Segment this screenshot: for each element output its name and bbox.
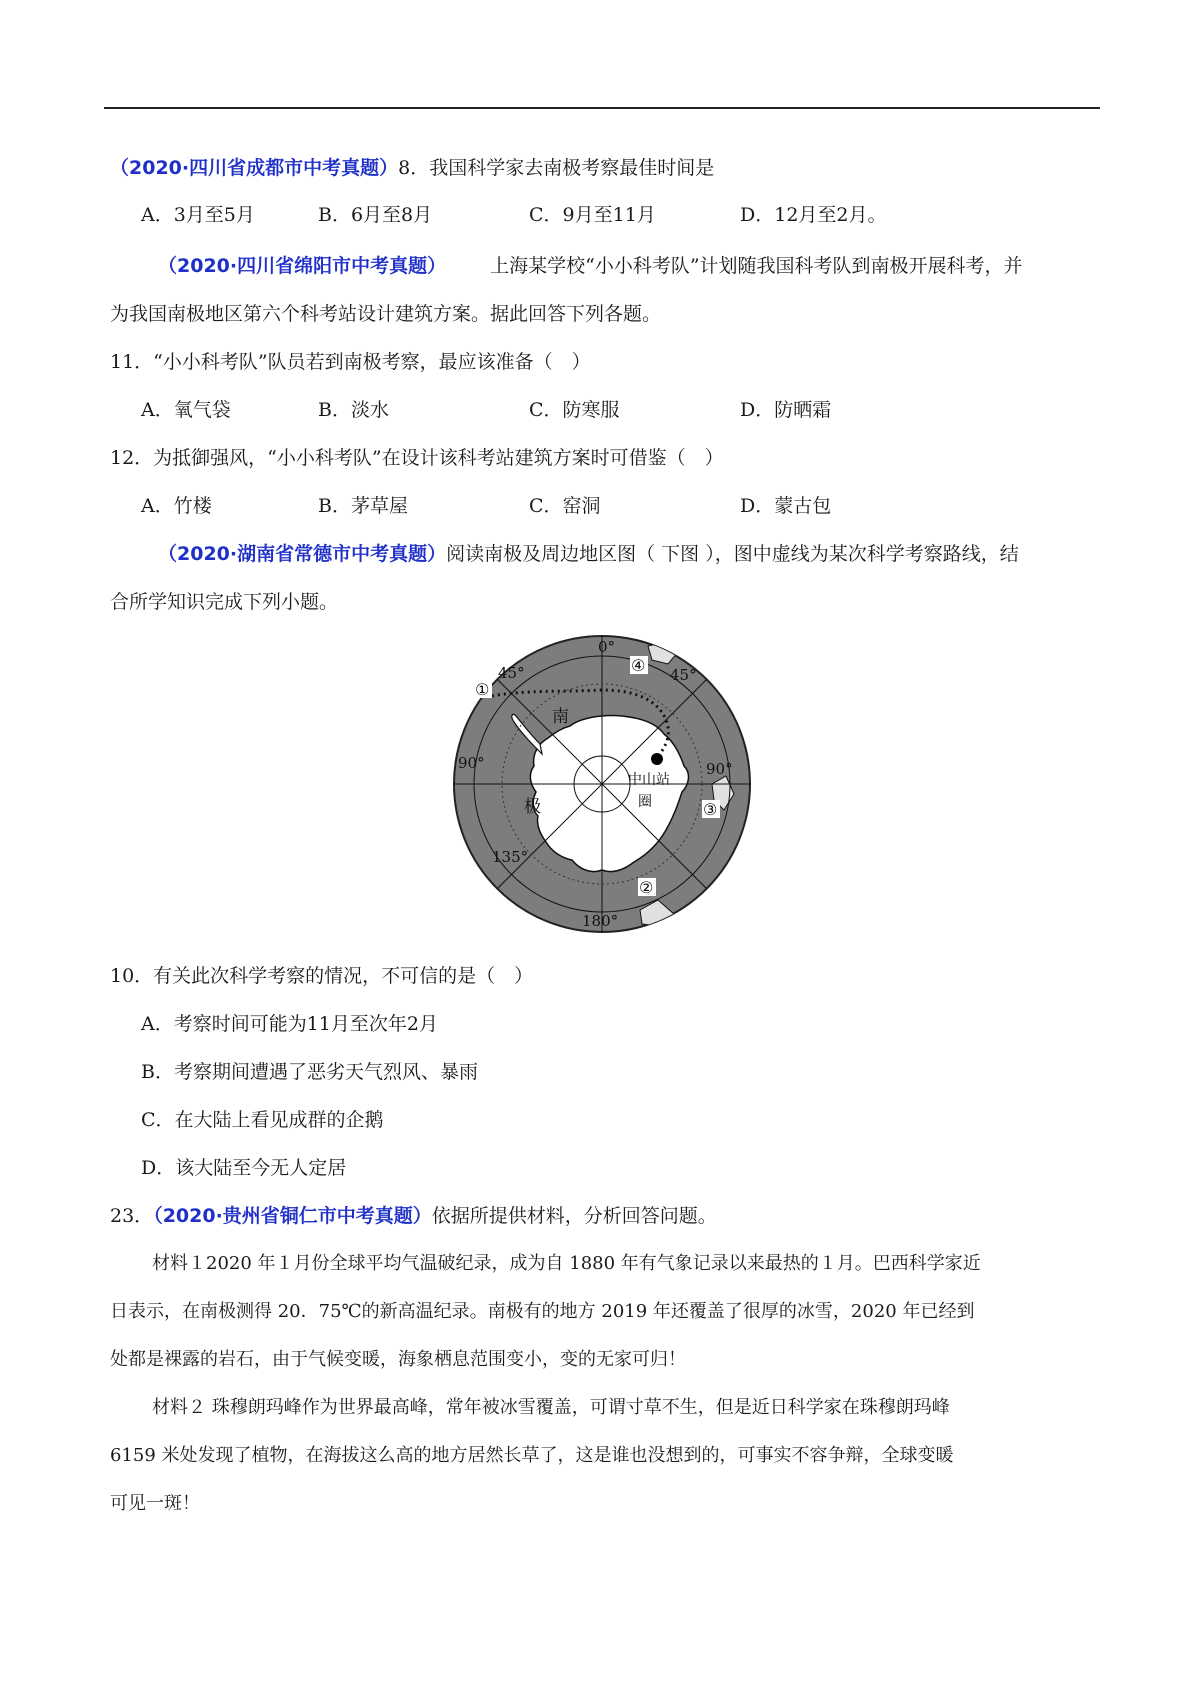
map-label-0: 0° <box>598 638 616 656</box>
q10-option-b: B．考察期间遭遇了恶劣天气烈风、暴雨 <box>141 1061 478 1083</box>
q11-stem: 11．“小小科考队”队员若到南极考察，最应该准备（ ） <box>110 351 591 373</box>
map-label-180: 180° <box>582 912 619 930</box>
g2-intro-line-2 <box>0 302 1200 326</box>
g2-intro-2: 为我国南极地区第六个科考站设计建筑方案。据此回答下列各题。 <box>110 303 662 325</box>
material2-line-3 <box>0 1492 1200 1516</box>
q10-option-c-line <box>0 1108 1200 1132</box>
g2-intro-line-1 <box>0 254 1200 278</box>
header-rule <box>104 107 1100 109</box>
material2-text-2: 6159 米处发现了植物，在海拔这么高的地方居然长草了，这是谁也没想到的，可事实不容争辩，全球变暖 <box>110 1445 954 1466</box>
q8-option-c: C．9月至11月 <box>529 204 656 226</box>
map-label-zhongshan: 中山站 <box>628 772 670 788</box>
map-label-45e: 45° <box>670 666 697 684</box>
q8-option-b: B．6月至8月 <box>318 204 433 226</box>
marker-2: ② <box>639 878 654 897</box>
material1-line-2 <box>0 1300 1200 1324</box>
q8-stem: 8．我国科学家去南极考察最佳时间是 <box>398 157 715 179</box>
q10-stem: 10．有关此次科学考察的情况，不可信的是（ ） <box>110 965 534 987</box>
q11-stem-line <box>0 350 1200 374</box>
antarctica-map <box>452 634 752 934</box>
map-label-ji: 极 <box>524 797 541 817</box>
q8-source: （2020·四川省成都市中考真题） <box>110 157 399 179</box>
material2-text-3: 可见一斑！ <box>110 1493 200 1514</box>
g3-intro-1: 阅读南极及周边地区图（ 下图 ），图中虚线为某次科学考察路线，结 <box>446 543 1019 565</box>
map-label-135: 135° <box>492 848 529 866</box>
q23-stem-line <box>0 1204 1200 1228</box>
q12-option-a: A．竹楼 <box>141 495 212 517</box>
material1-line-3 <box>0 1348 1200 1372</box>
map-label-quan: 圈 <box>638 794 652 810</box>
map-label-45w: 45° <box>498 664 525 682</box>
q12-stem-line <box>0 446 1200 470</box>
g3-source: （2020·湖南省常德市中考真题） <box>158 543 447 565</box>
q10-option-d-line <box>0 1156 1200 1180</box>
marker-4: ④ <box>631 656 646 675</box>
q11-option-a: A．氧气袋 <box>141 399 231 421</box>
q12-option-c: C．窑洞 <box>529 495 601 517</box>
q8-stem-line <box>0 156 1200 180</box>
marker-3: ③ <box>703 800 718 819</box>
map-label-90e: 90° <box>706 760 733 778</box>
q8-option-d: D．12月至2月。 <box>740 204 887 226</box>
g3-intro-line-1 <box>0 542 1200 566</box>
q10-option-a: A．考察时间可能为11月至次年2月 <box>141 1013 438 1035</box>
material2-text-1: 材料２ 珠穆朗玛峰作为世界最高峰，常年被冰雪覆盖，可谓寸草不生，但是近日科学家在珠穆朗玛峰 <box>152 1397 950 1418</box>
q11-option-b: B．淡水 <box>318 399 389 421</box>
material1-text-2: 日表示，在南极测得 20．75℃的新高温纪录。南极有的地方 2019 年还覆盖了很厚的冰雪，2020 年已经到 <box>110 1301 975 1322</box>
q12-option-d: D．蒙古包 <box>740 495 832 517</box>
q12-stem: 12．为抵御强风，“小小科考队”在设计该科考站建筑方案时可借鉴（ ） <box>110 447 724 469</box>
map-label-nan: 南 <box>552 707 569 727</box>
q11-option-d: D．防晒霜 <box>740 399 832 421</box>
material2-line-1 <box>0 1396 1200 1420</box>
material1-text-3: 处都是裸露的岩石，由于气候变暖，海象栖息范围变小，变的无家可归！ <box>110 1349 686 1370</box>
q12-options <box>0 494 1200 518</box>
q11-options <box>0 398 1200 422</box>
q23-stem: 依据所提供材料，分析回答问题。 <box>431 1205 717 1227</box>
q10-option-c: C．在大陆上看见成群的企鹅 <box>141 1109 384 1131</box>
q10-stem-line <box>0 964 1200 988</box>
g2-intro-1: 上海某学校“小小科考队”计划随我国科考队到南极开展科考，并 <box>490 255 1023 277</box>
q12-option-b: B．茅草屋 <box>318 495 408 517</box>
q11-option-c: C．防寒服 <box>529 399 620 421</box>
material1-line-1 <box>0 1252 1200 1276</box>
zhongshan-station-dot <box>651 753 663 765</box>
material1-text-1: 材料１2020 年１月份全球平均气温破纪录，成为自 1880 年有气象记录以来最热的１月。巴西科学家近 <box>152 1253 981 1274</box>
g3-intro-2: 合所学知识完成下列小题。 <box>110 591 339 613</box>
g3-intro-line-2 <box>0 590 1200 614</box>
q8-option-a: A．3月至5月 <box>141 204 255 226</box>
q23-source: （2020·贵州省铜仁市中考真题） <box>153 1205 432 1227</box>
q8-options <box>0 203 1200 227</box>
q10-option-a-line <box>0 1012 1200 1036</box>
q10-option-b-line <box>0 1060 1200 1084</box>
material2-line-2 <box>0 1444 1200 1468</box>
g2-source: （2020·四川省绵阳市中考真题） <box>158 255 447 277</box>
marker-1: ① <box>475 680 490 699</box>
q23-number: 23． <box>110 1205 154 1227</box>
map-label-90w: 90° <box>458 754 485 772</box>
q10-option-d: D．该大陆至今无人定居 <box>141 1157 347 1179</box>
